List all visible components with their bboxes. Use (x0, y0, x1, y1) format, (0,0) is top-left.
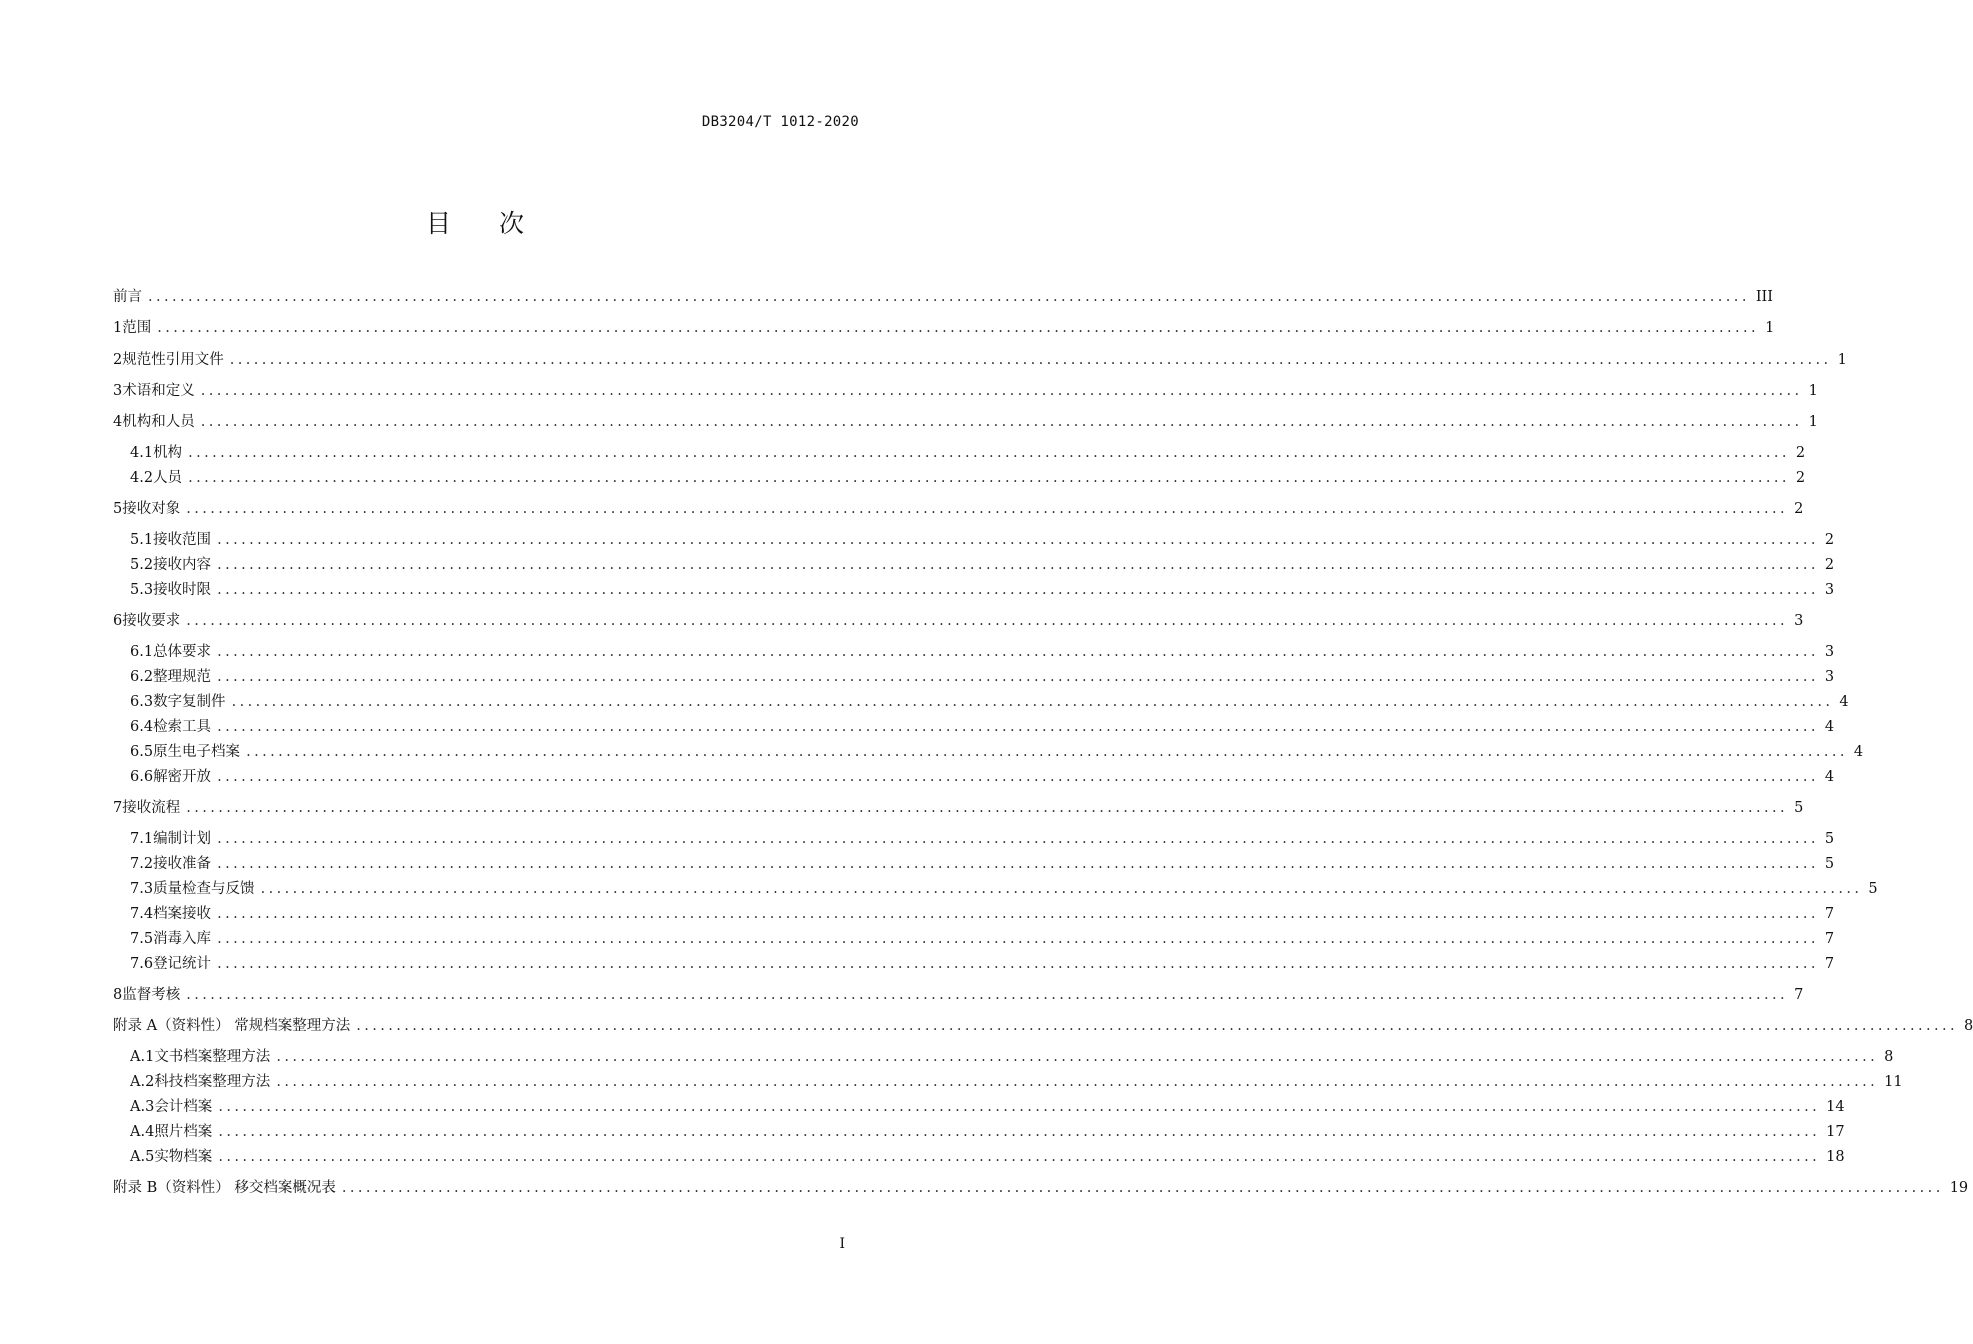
toc-entry-label: 文书档案整理方法 (154, 1049, 271, 1065)
dot-leader: ........................................................................................................................................................................................................ (188, 470, 1790, 486)
toc-entry-page: 3 (1824, 582, 1835, 598)
toc-entry-page: 2 (1824, 557, 1835, 573)
toc-entry-page: 19 (1949, 1180, 1969, 1196)
dot-leader: ........................................................................................................................................................................................................ (246, 744, 1848, 760)
toc-entry-page: 7 (1824, 931, 1835, 947)
page-title (0, 204, 950, 240)
dot-leader: ........................................................................................................................................................................................................ (217, 906, 1819, 922)
toc-entry-page: 8 (1964, 1018, 1973, 1034)
toc-entry[interactable] (130, 1070, 1903, 1090)
toc-entry[interactable] (113, 609, 1804, 629)
toc-entry[interactable] (130, 665, 1835, 685)
toc-entry[interactable] (113, 796, 1804, 816)
footer-page-number: I (839, 1236, 845, 1252)
toc-entry[interactable] (130, 466, 1806, 486)
toc-entry-page: 17 (1826, 1124, 1845, 1140)
toc-entry-label: 总体要求 (153, 644, 212, 660)
toc-entry-number: 5.1 (130, 532, 154, 548)
toc-entry-label: 接收对象 (122, 501, 181, 517)
toc-entry-label: 会计档案 (154, 1099, 213, 1115)
toc-entry-page: 14 (1826, 1099, 1845, 1115)
toc-entry-number: 4.2 (130, 470, 154, 486)
toc-entry-number: 6.4 (130, 719, 154, 735)
toc-entry[interactable] (130, 1095, 1845, 1115)
dot-leader: ........................................................................................................................................................................................................ (217, 669, 1819, 685)
toc-entry[interactable] (113, 1014, 1973, 1034)
toc-entry-label: 机构和人员 (122, 414, 195, 430)
toc-entry[interactable] (130, 690, 1849, 710)
toc-entry-label: 机构 (153, 445, 183, 461)
toc-entry-number: 4.1 (130, 445, 154, 461)
toc-entry[interactable] (130, 902, 1835, 922)
toc-entry[interactable] (130, 528, 1835, 548)
toc-entry-number: 8 (113, 987, 123, 1003)
toc-entry-number: 3 (113, 383, 123, 399)
toc-entry-number: A.1 (130, 1049, 155, 1065)
title-char-2: 次 (499, 209, 525, 238)
toc-entry[interactable] (130, 1145, 1845, 1165)
document-code: DB3204/T 1012-2020 (701, 114, 859, 130)
toc-entry-number: A.3 (130, 1099, 155, 1115)
toc-entry-label: 照片档案 (154, 1124, 213, 1140)
toc-entry-label: 解密开放 (153, 769, 212, 785)
toc-entry-number: 6.3 (130, 694, 154, 710)
toc-entry[interactable] (113, 1176, 1969, 1196)
dot-leader: ........................................................................................................................................................................................................ (218, 1149, 1821, 1165)
dot-leader: ........................................................................................................................................................................................................ (260, 881, 1863, 897)
toc-entry-page: 2 (1824, 532, 1835, 548)
toc-entry-page: 2 (1795, 470, 1806, 486)
toc-entry-label: 整理规范 (153, 669, 212, 685)
toc-entry-page: 4 (1824, 769, 1835, 785)
toc-entry-page: 5 (1868, 881, 1878, 897)
dot-leader: ........................................................................................................................................................................................................ (276, 1074, 1879, 1090)
dot-leader: ........................................................................................................................................................................................................ (217, 856, 1819, 872)
dot-leader: ........................................................................................................................................................................................................ (217, 557, 1819, 573)
toc-entry-page: 5 (1824, 856, 1835, 872)
toc-entry-page: 18 (1826, 1149, 1845, 1165)
dot-leader: ........................................................................................................................................................................................................ (231, 694, 1834, 710)
dot-leader: ........................................................................................................................................................................................................ (148, 289, 1750, 305)
toc-entry-page: 5 (1794, 800, 1804, 816)
dot-leader: ........................................................................................................................................................................................................ (217, 644, 1819, 660)
toc-entry-label: 科技档案整理方法 (154, 1074, 271, 1090)
toc-entry[interactable] (130, 927, 1835, 947)
toc-entry-label: 人员 (153, 470, 183, 486)
toc-entry-label: 接收时限 (153, 582, 212, 598)
toc-entry-number: 7.5 (130, 931, 154, 947)
dot-leader: ........................................................................................................................................................................................................ (217, 582, 1819, 598)
toc-entry[interactable] (130, 852, 1835, 872)
toc-entry-label: 规范性引用文件 (122, 352, 224, 368)
toc-entry-number: A.5 (130, 1149, 155, 1165)
toc-entry-page: 5 (1824, 831, 1835, 847)
dot-leader: ........................................................................................................................................................................................................ (356, 1018, 1959, 1034)
toc-entry-page: 2 (1795, 445, 1806, 461)
toc-entry[interactable] (130, 553, 1835, 573)
toc-entry-page: 1 (1808, 383, 1818, 399)
toc-entry-label: 前言 (113, 289, 142, 305)
toc-entry-label: 附录 A（资料性） 常规档案整理方法 (113, 1018, 351, 1034)
toc-entry-page: 7 (1824, 956, 1835, 972)
dot-leader: ........................................................................................................................................................................................................ (200, 414, 1803, 430)
toc-entry-label: 接收准备 (153, 856, 212, 872)
toc-entry-label: 范围 (122, 320, 152, 336)
dot-leader: ........................................................................................................................................................................................................ (186, 613, 1789, 629)
dot-leader: ........................................................................................................................................................................................................ (217, 931, 1819, 947)
dot-leader: ........................................................................................................................................................................................................ (157, 320, 1760, 336)
toc-entry[interactable] (130, 715, 1835, 735)
toc-entry-number: A.2 (130, 1074, 155, 1090)
toc-entry-page: 3 (1794, 613, 1804, 629)
toc-entry-page: 1 (1837, 352, 1847, 368)
toc-entry-label: 检索工具 (153, 719, 212, 735)
toc-entry-number: 5.2 (130, 557, 154, 573)
toc-entry-label: 登记统计 (153, 956, 212, 972)
toc-entry-page: 3 (1824, 644, 1835, 660)
dot-leader: ........................................................................................................................................................................................................ (186, 501, 1789, 517)
toc-entry-label: 监督考核 (122, 987, 181, 1003)
dot-leader: ........................................................................................................................................................................................................ (186, 800, 1789, 816)
toc-entry-number: 4 (113, 414, 123, 430)
toc-entry-label: 消毒入库 (153, 931, 212, 947)
toc-entry[interactable] (130, 441, 1806, 461)
toc-entry[interactable] (130, 877, 1878, 897)
toc-entry-number: 7.4 (130, 906, 154, 922)
toc-entry-number: 6 (113, 613, 123, 629)
dot-leader: ........................................................................................................................................................................................................ (186, 987, 1789, 1003)
title-char-1: 目 (425, 209, 451, 238)
toc-entry-label: 接收内容 (153, 557, 212, 573)
toc-entry[interactable] (130, 1120, 1845, 1140)
toc-entry[interactable] (130, 1045, 1894, 1065)
dot-leader: ........................................................................................................................................................................................................ (200, 383, 1803, 399)
dot-leader: ........................................................................................................................................................................................................ (217, 719, 1819, 735)
dot-leader: ........................................................................................................................................................................................................ (276, 1049, 1879, 1065)
dot-leader: ........................................................................................................................................................................................................ (217, 769, 1819, 785)
toc-entry-number: 7.3 (130, 881, 154, 897)
toc-entry-label: 原生电子档案 (153, 744, 241, 760)
toc-entry-page: 11 (1884, 1074, 1903, 1090)
toc-entry[interactable] (113, 316, 1775, 336)
dot-leader: ........................................................................................................................................................................................................ (217, 956, 1819, 972)
toc-entry[interactable] (130, 765, 1835, 785)
toc-entry-number: 5.3 (130, 582, 154, 598)
toc-entry-number: 6.2 (130, 669, 154, 685)
dot-leader: ........................................................................................................................................................................................................ (218, 1124, 1821, 1140)
toc-entry[interactable] (113, 497, 1804, 517)
dot-leader: ........................................................................................................................................................................................................ (218, 1099, 1821, 1115)
toc-entry[interactable] (113, 285, 1774, 305)
dot-leader: ........................................................................................................................................................................................................ (217, 831, 1819, 847)
toc-entry-label: 质量检查与反馈 (153, 881, 255, 897)
toc-entry-page: 1 (1765, 320, 1775, 336)
toc-entry-number: A.4 (130, 1124, 155, 1140)
toc-entry-number: 7.1 (130, 831, 154, 847)
toc-entry-page: III (1755, 289, 1774, 305)
toc-entry-label: 编制计划 (153, 831, 212, 847)
toc-entry-label: 数字复制件 (153, 694, 226, 710)
toc-entry[interactable] (113, 410, 1818, 430)
toc-entry-page: 8 (1884, 1049, 1894, 1065)
toc-entry-number: 7.6 (130, 956, 154, 972)
toc-entry-label: 接收要求 (122, 613, 181, 629)
toc-entry[interactable] (130, 740, 1864, 760)
toc-entry-page: 4 (1839, 694, 1849, 710)
toc-entry[interactable] (113, 379, 1818, 399)
toc-entry-number: 5 (113, 501, 123, 517)
toc-entry-label: 接收流程 (122, 800, 181, 816)
toc-entry-page: 2 (1794, 501, 1804, 517)
toc-entry-label: 实物档案 (154, 1149, 213, 1165)
dot-leader: ........................................................................................................................................................................................................ (229, 352, 1832, 368)
toc-entry-page: 1 (1808, 414, 1818, 430)
toc-entry-number: 7.2 (130, 856, 154, 872)
toc-entry-number: 7 (113, 800, 123, 816)
dot-leader: ........................................................................................................................................................................................................ (341, 1180, 1944, 1196)
toc-entry[interactable] (130, 640, 1835, 660)
toc-entry[interactable] (130, 827, 1835, 847)
dot-leader: ........................................................................................................................................................................................................ (217, 532, 1819, 548)
toc-entry[interactable] (113, 983, 1804, 1003)
toc-entry-number: 1 (113, 320, 123, 336)
toc-entry-label: 接收范围 (153, 532, 212, 548)
toc-entry-page: 4 (1824, 719, 1835, 735)
toc-entry[interactable] (113, 348, 1847, 368)
toc-entry-page: 7 (1794, 987, 1804, 1003)
toc-entry-page: 7 (1824, 906, 1835, 922)
toc-entry-label: 术语和定义 (122, 383, 195, 399)
toc-entry-page: 3 (1824, 669, 1835, 685)
toc-entry-number: 6.6 (130, 769, 154, 785)
toc-entry-label: 附录 B（资料性） 移交档案概况表 (113, 1180, 336, 1196)
toc-entry[interactable] (130, 578, 1835, 598)
toc-entry[interactable] (130, 952, 1835, 972)
toc-entry-number: 6.5 (130, 744, 154, 760)
toc-entry-number: 6.1 (130, 644, 154, 660)
toc-entry-number: 2 (113, 352, 123, 368)
toc-entry-page: 4 (1853, 744, 1864, 760)
dot-leader: ........................................................................................................................................................................................................ (188, 445, 1790, 461)
toc-entry-label: 档案接收 (153, 906, 212, 922)
